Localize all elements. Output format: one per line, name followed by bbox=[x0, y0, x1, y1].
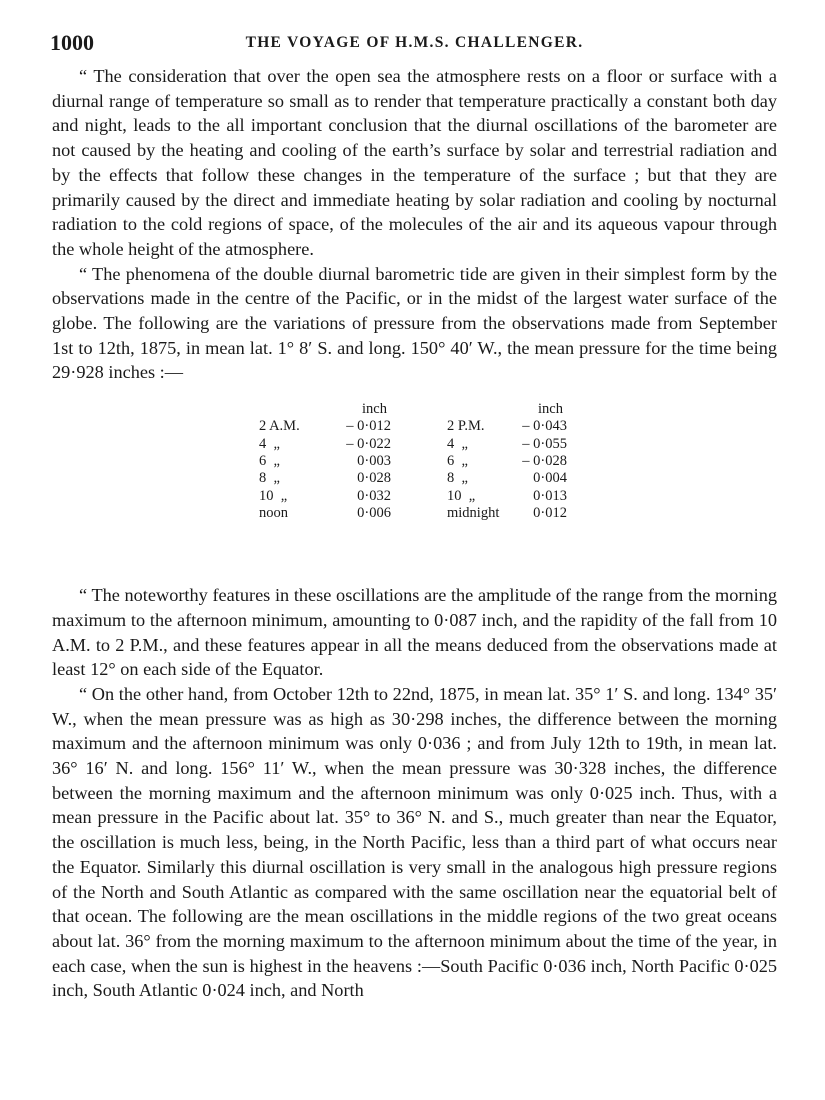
value-cell: – 0·055 bbox=[522, 435, 567, 452]
value-cell: 0·003 bbox=[357, 453, 391, 470]
unit-header: inch bbox=[362, 401, 387, 418]
table-row bbox=[259, 488, 391, 505]
table-column-pm bbox=[447, 401, 567, 522]
time-cell: 4 „ bbox=[259, 435, 280, 452]
page-number: 1000 bbox=[50, 30, 94, 55]
book-page bbox=[52, 30, 777, 1003]
time-cell: 8 „ bbox=[259, 470, 280, 487]
running-head bbox=[52, 30, 777, 64]
value-cell: – 0·012 bbox=[346, 418, 391, 435]
table-row bbox=[447, 488, 567, 505]
time-cell: 4 „ bbox=[447, 435, 468, 452]
time-cell: 2 A.M. bbox=[259, 418, 300, 435]
paragraph: “ The phenomena of the double diurnal barometric tide are given in their simplest form by the observations made in the centre of the Pacific, or in the midst of the largest water surface of the globe. The following are the variations of pressure from the observations made from September 1st to 12th, 1875, in mean lat. 1° 8′ S. and long. 150° 40′ W., the mean pressure for the time being 29·928 inches :— bbox=[52, 263, 777, 383]
table-row bbox=[447, 470, 567, 487]
table-row bbox=[259, 453, 391, 470]
value-cell: 0·006 bbox=[357, 504, 391, 521]
value-cell: – 0·028 bbox=[522, 453, 567, 470]
table-row bbox=[259, 436, 391, 453]
value-cell: 0·032 bbox=[357, 487, 391, 504]
table-column-am bbox=[259, 401, 391, 522]
table-row bbox=[447, 418, 567, 435]
paragraph: “ The consideration that over the open sea the atmosphere rests on a floor or surface with a diurnal range of temperature so small as to render that temperature practically a constant both day and night, leads to the all important conclusion that the diurnal oscillations of the barometer are not caused by the heating and cooling of the earth’s surface by solar and terrestrial radiation and by the effects that follow these changes in the temperature of the surface ; but that they are primarily caused by the direct and immediate heating by solar radiation and cooling by nocturnal radiation to the cold regions of space, of the molecules of the air and its aqueous vapour through the whole height of the atmosphere. bbox=[52, 66, 777, 259]
time-cell: 8 „ bbox=[447, 470, 468, 487]
paragraph: “ On the other hand, from October 12th to 22nd, 1875, in mean lat. 35° 1′ S. and long. 134° 35′ W., when the mean pressure was as high as 30·298 inches, the difference between the morning maximum and the afternoon minimum was only 0·036 ; and from July 12th to 19th, in mean lat. 36° 16′ N. and long. 156° 11′ W., when the mean pressure was 30·328 inches, the difference between the morning maximum and the afternoon minimum was only 0·025 inch. Thus, with a mean pressure in the Pacific about lat. 35° to 36° N. and S., much greater than near the Equator, the oscillation is much less, being, in the North Pacific, less than a third part of what occurs near the Equator. Similarly this diurnal oscillation is very small in the analogous high pressure regions of the North and South Atlantic as compared with the same oscillation near the equatorial belt of that ocean. The following are the mean oscillations in the middle regions of the two great oceans about lat. 36° from the morning maximum to the afternoon minimum about the time of the year, in each case, when the sun is highest in the heavens :—South Pacific 0·036 inch, North Pacific 0·025 inch, South Atlantic 0·024 inch, and North bbox=[52, 683, 777, 1001]
time-cell: 10 „ bbox=[447, 487, 476, 504]
unit-header: inch bbox=[538, 401, 563, 418]
value-cell: – 0·022 bbox=[346, 435, 391, 452]
time-cell: midnight bbox=[447, 504, 500, 521]
time-cell: 6 „ bbox=[447, 453, 468, 470]
table-row bbox=[259, 505, 391, 522]
value-cell: 0·004 bbox=[533, 470, 567, 487]
value-cell: – 0·043 bbox=[522, 418, 567, 435]
time-cell: 6 „ bbox=[259, 453, 280, 470]
value-cell: 0·028 bbox=[357, 470, 391, 487]
table-row bbox=[259, 470, 391, 487]
time-cell: noon bbox=[259, 504, 288, 521]
paragraph: “ The noteworthy features in these oscillations are the amplitude of the range from the morning maximum to the afternoon minimum, amounting to 0·087 inch, and the rapidity of the fall from 10 A.M. to 2 P.M., and these features appear in all the means deduced from the observations made at least 12° on each side of the Equator. bbox=[52, 585, 777, 680]
value-cell: 0·012 bbox=[533, 504, 567, 521]
table-row bbox=[447, 436, 567, 453]
time-cell: 10 „ bbox=[259, 487, 288, 504]
table-row bbox=[447, 453, 567, 470]
table-row bbox=[259, 418, 391, 435]
time-cell: 2 P.M. bbox=[447, 418, 485, 435]
running-title: THE VOYAGE OF H.M.S. CHALLENGER. bbox=[245, 34, 584, 51]
value-cell: 0·013 bbox=[533, 487, 567, 504]
pressure-variation-table bbox=[52, 401, 777, 571]
table-row bbox=[447, 505, 567, 522]
